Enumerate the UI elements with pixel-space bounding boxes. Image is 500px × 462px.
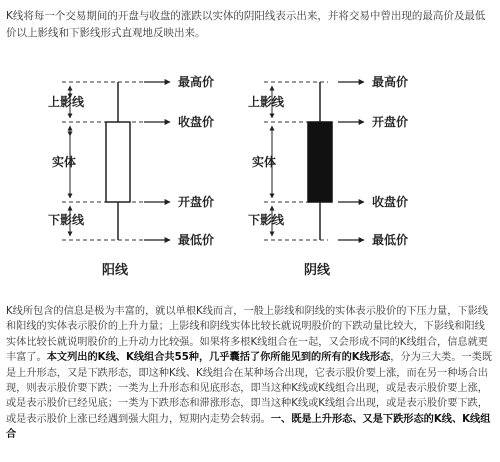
body-bold-1: 本文列出的K线、K线组合共55种，几乎囊括了你所能见到的所有的K线形态 [46, 352, 391, 364]
yang-highest-label: 最高价 [178, 75, 215, 89]
price-reference-lines [62, 82, 328, 240]
yang-open-label: 开盘价 [178, 195, 215, 209]
yin-open-label: 开盘价 [372, 115, 409, 129]
yin-caption: 阴线 [304, 263, 331, 278]
yang-body-label: 实体 [52, 155, 77, 169]
body-bold-2: 一、既是上升形态、又是下跌形态的K线、K线组合 [6, 413, 491, 441]
yang-close-label: 收盘价 [178, 115, 215, 129]
body-part-1: K线所包含的信息是极为丰富的，就以单根K线而言，一般上影线和阴线的实体表示股价的下压力量，下影线和阳线的实体表示股价的上升力量；上影线和阴线实体比较长就说明股价的下跌动量比较大，下影线和阳线实体比较长就说明股价的上升动力比较强。如果将多根K线组合在一起，又会形成不同的K线组合，信息就更丰富了。 [6, 306, 488, 364]
yang-lowest-label: 最低价 [178, 233, 215, 247]
candlestick-diagram [38, 52, 422, 292]
yang-body [106, 122, 130, 202]
yang-lower-shadow-label: 下影线 [48, 213, 85, 227]
body-part-2: ，分为三大类。一类既是上升形态，又是下跌形态，即这种K线、K线组合在某种场合出现，它表示股价要上涨，而在另一种场合出现，则表示股价要下跌；一类为上升形态和见底形态，即当这种K线或K线组合出现，或是表示股价要上涨，或是表示股价已经见底；一类为下跌形态和滞涨形态，即当这种K线或K线组合出现，或是表示股价要下跌，或是表示股价上涨已经遇到强大阻力，短期内走势会转弱。 [6, 352, 493, 425]
yin-candle [308, 82, 332, 240]
yin-lowest-label: 最低价 [372, 233, 409, 247]
yin-upper-shadow-label: 上影线 [248, 95, 285, 109]
yin-body [308, 122, 332, 202]
intro-paragraph: K线将每一个交易期间的开盘与收盘的涨跌以实体的阴阳线表示出来，并将交易中曾出现的最高价及最低价以上影线和下影线形式直观地反映出来。 [6, 10, 486, 39]
yin-body-label: 实体 [252, 155, 277, 169]
candlestick-svg [38, 52, 422, 292]
yang-caption: 阳线 [102, 263, 129, 278]
body-paragraph [6, 304, 494, 443]
yang-upper-shadow-label: 上影线 [48, 95, 85, 109]
yin-close-label: 收盘价 [372, 195, 409, 209]
yang-candle [106, 82, 130, 240]
yin-lower-shadow-label: 下影线 [248, 213, 285, 227]
yin-highest-label: 最高价 [372, 75, 409, 89]
